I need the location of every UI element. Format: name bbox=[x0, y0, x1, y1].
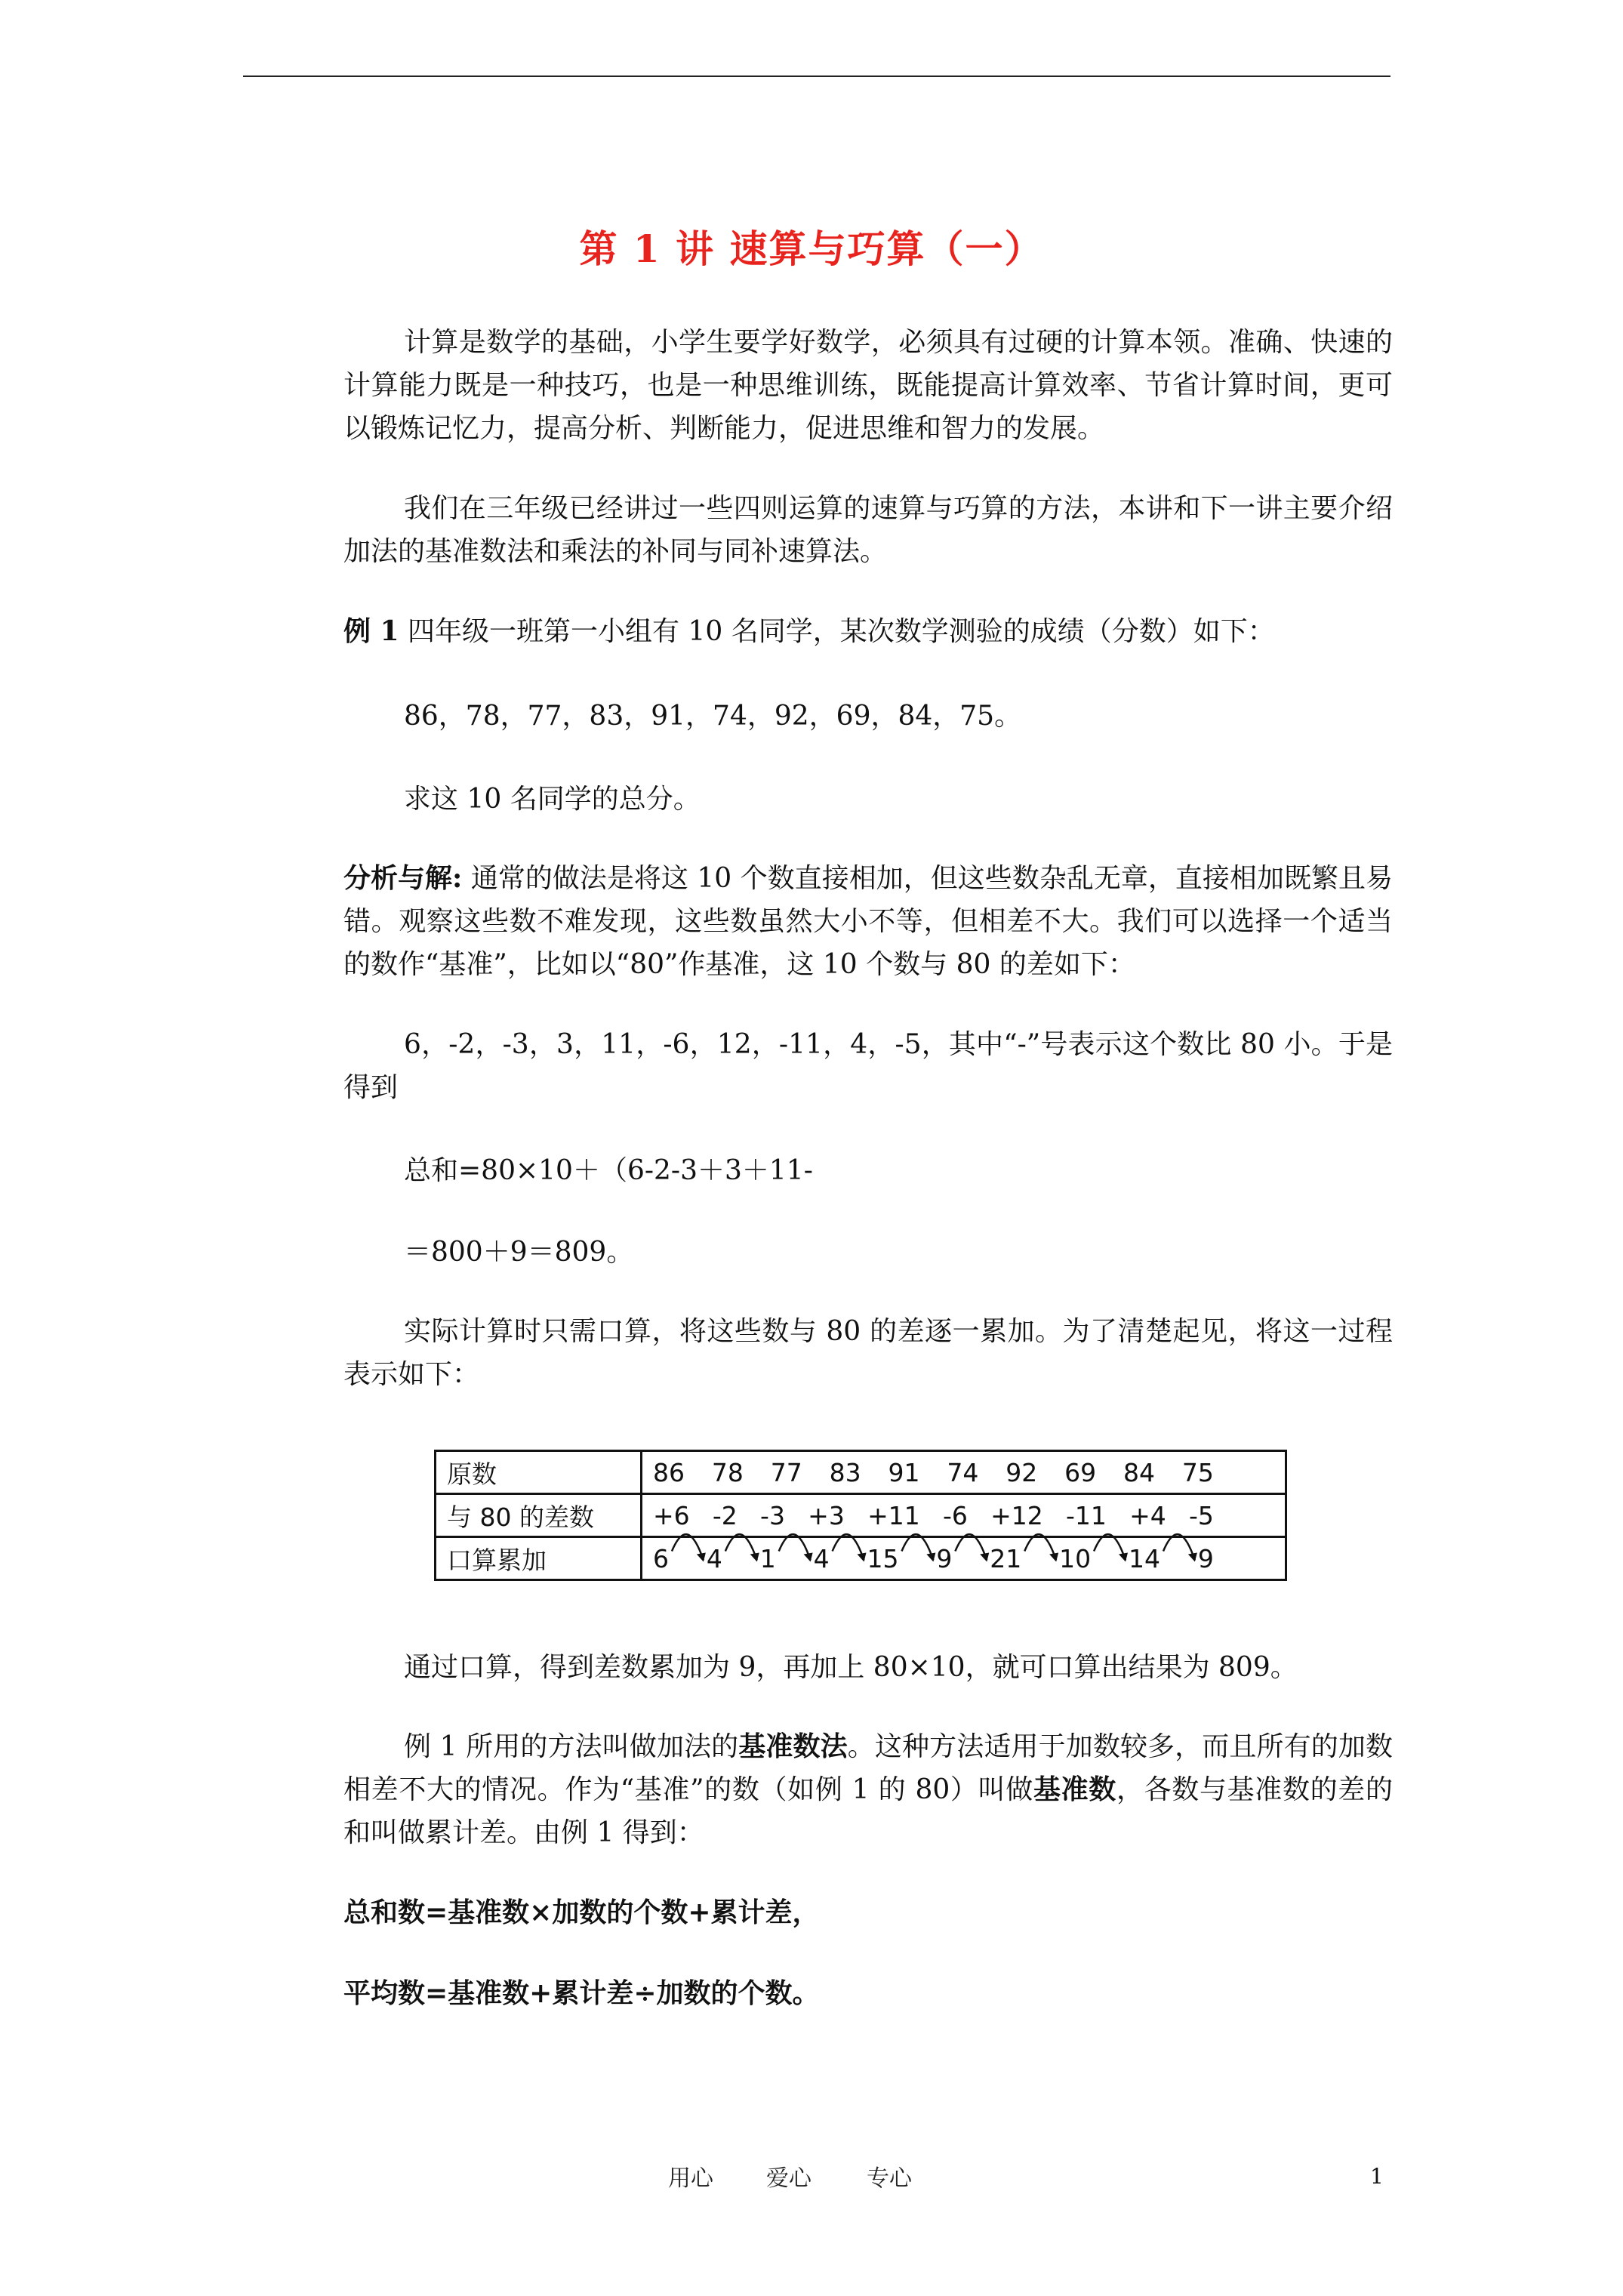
page-title: 第 1 讲 速算与巧算（一） bbox=[579, 227, 1044, 271]
table-cell: 1 bbox=[759, 1543, 776, 1573]
sum-line-1: 总和=80×10＋（6-2-3＋3＋11- bbox=[404, 1155, 813, 1186]
table-cell: +11 bbox=[867, 1500, 920, 1530]
table-cell: 75 bbox=[1181, 1457, 1214, 1487]
analysis-text: 通常的做法是将这 10 个数直接相加，但这些数杂乱无章，直接相加既繁且易错。观察这些数不难发现，这些数虽然大小不等，但相差不大。我们可以选择一个适当的数作“基准”，比如以“80”作基准，这 10 个数与 80 的差如下： bbox=[343, 863, 1393, 980]
table-cell: +6 bbox=[653, 1500, 690, 1530]
footer-left: 用心 bbox=[668, 2165, 713, 2192]
table-cell: -6 bbox=[942, 1500, 968, 1530]
table-cell: 15 bbox=[867, 1543, 899, 1573]
arrow-head bbox=[1049, 1553, 1058, 1562]
table-cell: -2 bbox=[712, 1500, 738, 1530]
table-cell: 9 bbox=[936, 1543, 953, 1573]
arrow-head bbox=[1119, 1553, 1128, 1562]
explanation-text: ，各数与基准数的差的和叫做累计差。由例 1 得到： bbox=[343, 1774, 1393, 1848]
arrow-head bbox=[858, 1553, 867, 1562]
arrow-head bbox=[980, 1553, 989, 1562]
question-line: 求这 10 名同学的总分。 bbox=[404, 784, 701, 815]
formula-total: 总和数=基准数×加数的个数+累计差， bbox=[343, 1897, 820, 1928]
row-label-diff: 与 80 的差数 bbox=[436, 1494, 642, 1537]
result-paragraph: 通过口算，得到差数累加为 9，再加上 80×10，就可口算出结果为 809。 bbox=[404, 1652, 1298, 1683]
mental-paragraph: 实际计算时只需口算，将这些数与 80 的差逐一累加。为了清楚起见，将这一过程表示如下： bbox=[343, 1316, 1393, 1390]
example-1-label: 例 1 bbox=[343, 615, 399, 647]
arrow-head bbox=[697, 1553, 706, 1562]
table-cell: 14 bbox=[1129, 1543, 1160, 1573]
table-cell: 86 bbox=[653, 1457, 685, 1487]
row-label-cumulative: 口算累加 bbox=[436, 1537, 642, 1580]
intro-paragraph-2: 我们在三年级已经讲过一些四则运算的速算与巧算的方法，本讲和下一讲主要介绍加法的基准数法和乘法的补同与同补速算法。 bbox=[343, 493, 1393, 567]
table-cell: -11 bbox=[1065, 1500, 1107, 1530]
table-cell: 91 bbox=[888, 1457, 920, 1487]
table-cell: 4 bbox=[706, 1543, 722, 1573]
table-cell: 6 bbox=[653, 1543, 669, 1573]
table-cell: 92 bbox=[1006, 1457, 1038, 1487]
arrow-head bbox=[926, 1553, 935, 1562]
explanation-text: 例 1 所用的方法叫做加法的 bbox=[404, 1731, 739, 1762]
arrow-head bbox=[804, 1553, 813, 1562]
table-cell: 21 bbox=[990, 1543, 1022, 1573]
table-cell: 74 bbox=[947, 1457, 979, 1487]
table-cell: 77 bbox=[770, 1457, 802, 1487]
analysis-label: 分析与解: bbox=[343, 862, 463, 894]
sum-line-2: ＝800＋9＝809。 bbox=[404, 1237, 634, 1268]
example-1-text: 四年级一班第一小组有 10 名同学，某次数学测验的成绩（分数）如下： bbox=[408, 616, 1275, 647]
table-cell: 84 bbox=[1123, 1457, 1155, 1487]
footer-middle: 爱心 bbox=[766, 2165, 812, 2192]
footer-right: 专心 bbox=[867, 2165, 912, 2192]
table-cell: 83 bbox=[829, 1457, 861, 1487]
table-cell: 4 bbox=[813, 1543, 830, 1573]
diffs-paragraph: 6，-2，-3，3，11，-6，12，-11，4，-5，其中“-”号表示这个数比 80 小。于是得到 bbox=[343, 1029, 1393, 1103]
arrow-head bbox=[750, 1553, 759, 1562]
term-base-number-method: 基准数法 bbox=[738, 1730, 848, 1762]
table-cell: -3 bbox=[760, 1500, 785, 1530]
row-label-original: 原数 bbox=[436, 1451, 642, 1494]
formula-average: 平均数=基准数+累计差÷加数的个数。 bbox=[343, 1977, 820, 2009]
page-number: 1 bbox=[1370, 2164, 1384, 2189]
table-cell: 9 bbox=[1197, 1543, 1214, 1573]
table-cell: +4 bbox=[1129, 1500, 1166, 1530]
arrow-head bbox=[1188, 1553, 1197, 1562]
term-base-number: 基准数 bbox=[1033, 1774, 1116, 1805]
intro-paragraph-1: 计算是数学的基础，小学生要学好数学，必须具有过硬的计算本领。准确、快速的计算能力既是一种技巧，也是一种思维训练，既能提高计算效率、节省计算时间，更可以锻炼记忆力，提高分析、判断能力，促进思维和智力的发展。 bbox=[343, 327, 1393, 444]
explanation-text: 。这种方法适用于加数较多，而且所有的加数相差不大的情况。作为“基准”的数（如例 1 的 80）叫做 bbox=[343, 1731, 1393, 1805]
table-cell: 10 bbox=[1059, 1543, 1092, 1573]
table-cell: +3 bbox=[808, 1500, 845, 1530]
explanation-paragraph bbox=[343, 1725, 1393, 1854]
table-cell: 69 bbox=[1064, 1457, 1097, 1487]
table-cell: -5 bbox=[1189, 1500, 1214, 1530]
table-cell: +12 bbox=[990, 1500, 1043, 1530]
scores-line: 86，78，77，83，91，74，92，69，84，75。 bbox=[404, 701, 1022, 732]
table-cell: 78 bbox=[711, 1457, 744, 1487]
